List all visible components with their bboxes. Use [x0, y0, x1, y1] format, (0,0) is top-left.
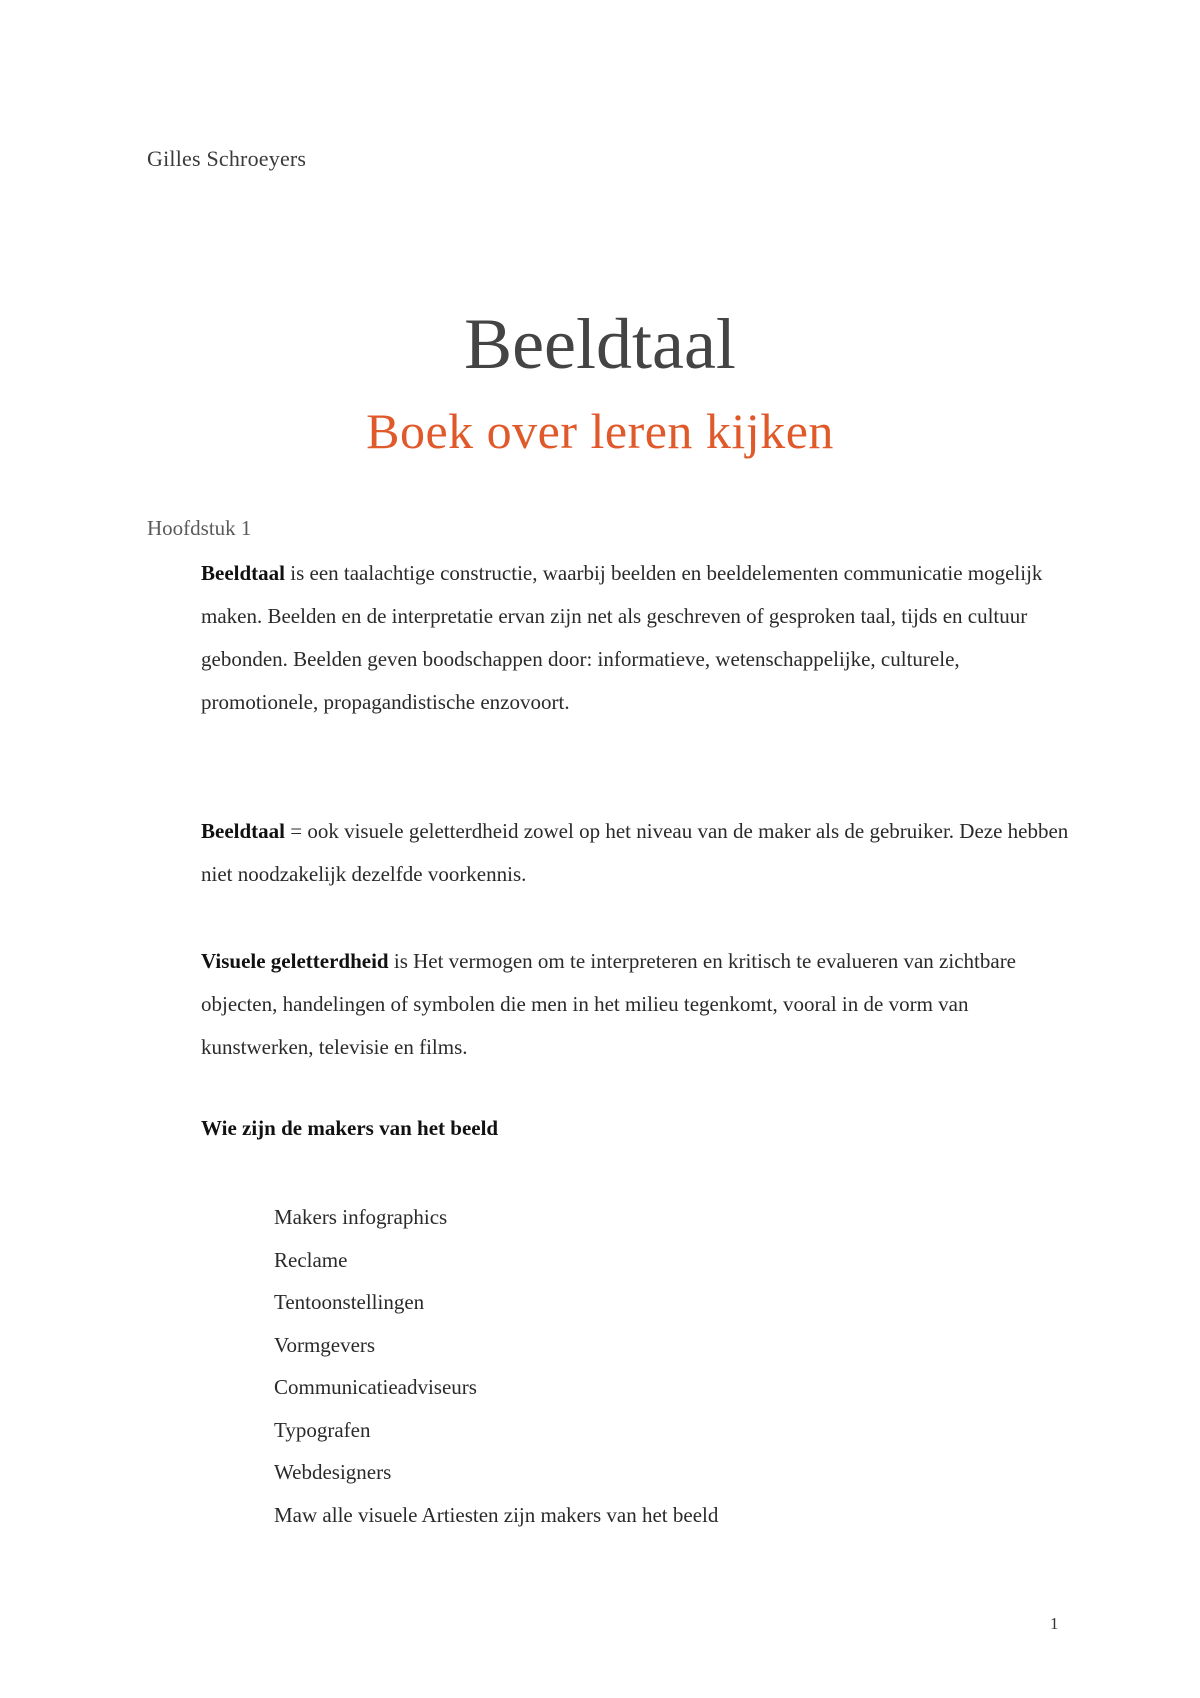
paragraph-text: is een taalachtige constructie, waarbij beelden en beeldelementen communicatie mogelijk maken. Beelden en de interpretatie ervan zijn net als geschreven of gesproken taal, tijds en cultuur gebonden. Beelden geven boodschappen door: informatieve, wetenschappelijke, culturele, promotionele, propagandistische enzovoort. — [201, 561, 1043, 714]
paragraph-text: = ook visuele geletterdheid zowel op het niveau van de maker als de gebruiker. Deze hebben niet noodzakelijk dezelfde voorkennis. — [201, 819, 1069, 886]
paragraph-lead: Beeldtaal — [201, 561, 285, 585]
list-item: Maw alle visuele Artiesten zijn makers van het beeld — [274, 1502, 719, 1527]
paragraph-definition — [201, 552, 1081, 724]
list-item: Makers infographics — [274, 1205, 448, 1229]
list-item: Reclame — [274, 1247, 348, 1272]
document-title: Beeldtaal — [464, 304, 736, 384]
list-item: Vormgevers — [274, 1332, 376, 1357]
author-name: Gilles Schroeyers — [147, 146, 307, 171]
list-item: Typografen — [274, 1417, 371, 1442]
list-item: Webdesigners — [274, 1460, 392, 1484]
makers-heading: Wie zijn de makers van het beeld — [201, 1116, 499, 1140]
paragraph-lead: Beeldtaal — [201, 819, 285, 843]
makers-list — [274, 1196, 718, 1536]
paragraph-text: is Het vermogen om te interpreteren en kritisch te evalueren van zichtbare objecten, handelingen of symbolen die men in het milieu tegenkomt, vooral in de vorm van kunstwerken, televisie en films. — [201, 949, 1017, 1059]
document-subtitle: Boek over leren kijken — [366, 403, 834, 459]
chapter-label: Hoofdstuk 1 — [147, 516, 252, 540]
paragraph-literacy — [201, 810, 1081, 896]
page-number: 1 — [1050, 1614, 1059, 1633]
paragraph-lead: Visuele geletterdheid — [201, 949, 389, 973]
list-item: Communicatieadviseurs — [274, 1375, 477, 1399]
paragraph-visual-literacy — [201, 940, 1081, 1069]
list-item: Tentoonstellingen — [274, 1290, 425, 1314]
